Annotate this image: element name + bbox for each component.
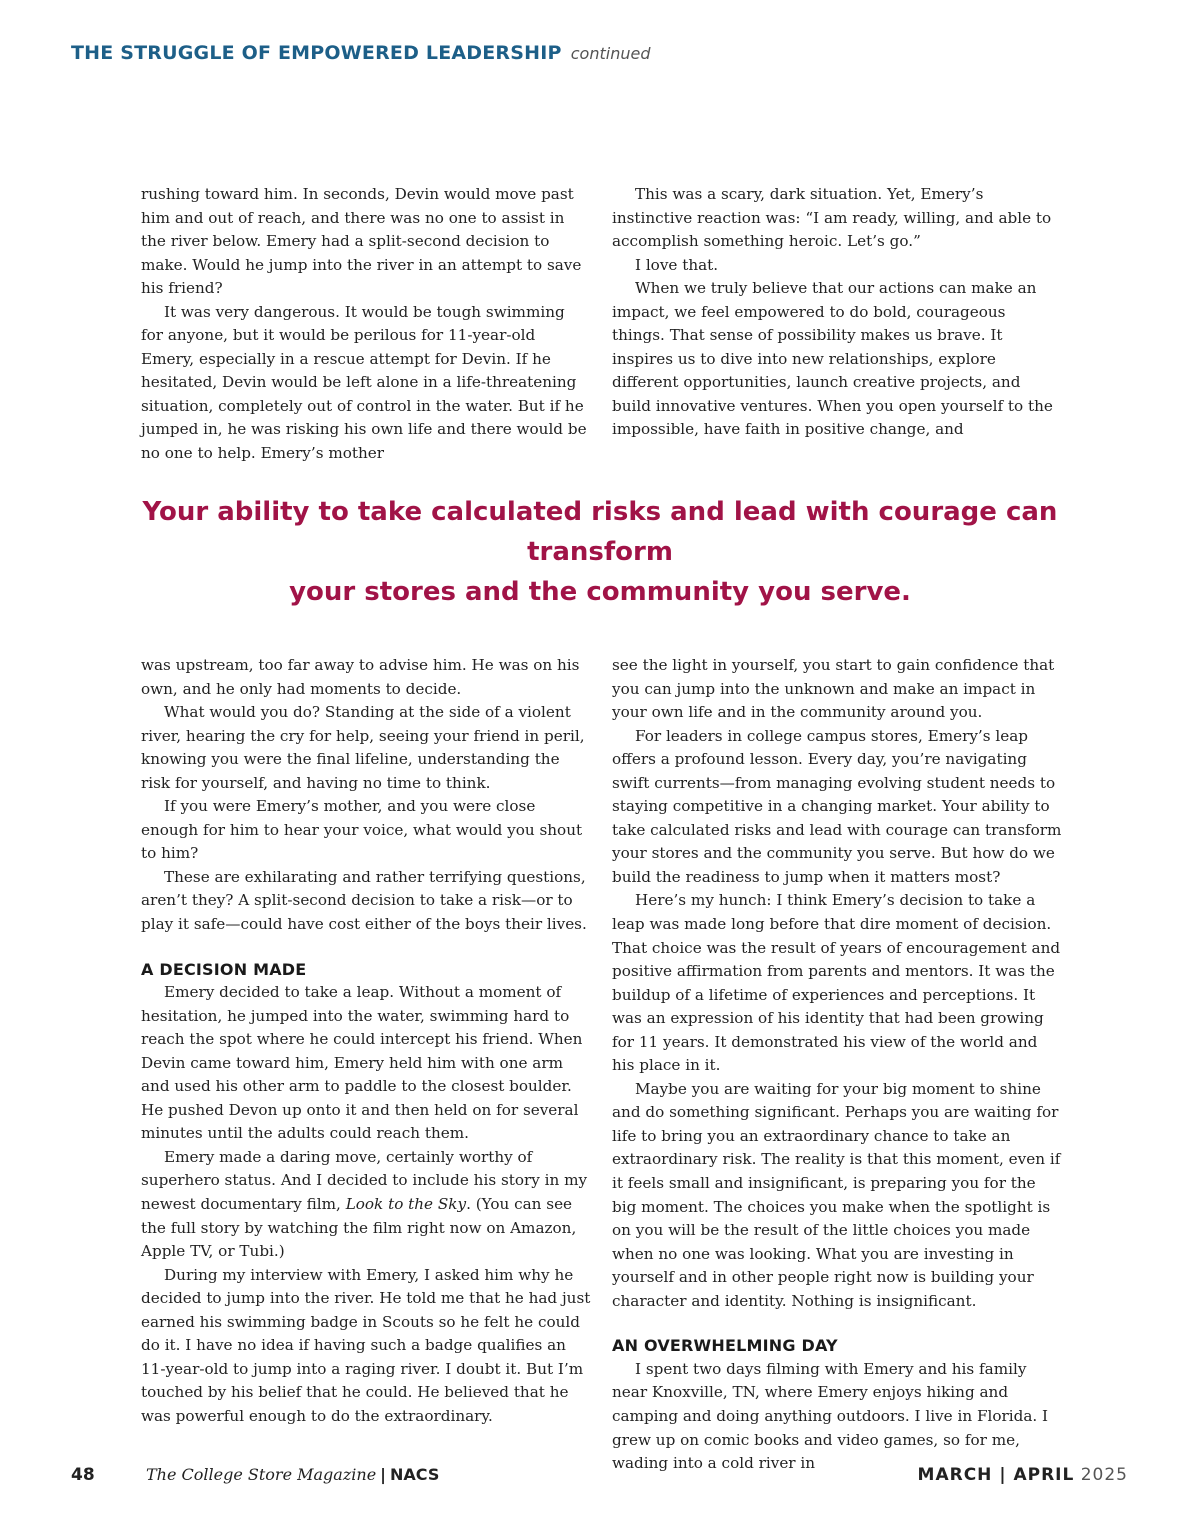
publication-credit: [146, 1465, 439, 1484]
continued-label: continued: [570, 44, 651, 63]
section-heading: AN OVERWHELMING DAY: [612, 1336, 838, 1356]
column-bottom-right: [612, 654, 1062, 1476]
column-bottom-left: [141, 654, 591, 1429]
organization-name: NACS: [390, 1465, 440, 1484]
paragraph: Emery decided to take a leap. Without a moment of hesitation, he jumped into the water, swimming hard to reach the spot where he could intercept his friend. When Devin came toward him, Emery held him with one arm and used his other arm to paddle to the closest boulder. He pushed Devon up onto it and then held on for several minutes until the adults could reach them.: [141, 983, 583, 1143]
film-title: Look to the Sky: [345, 1195, 467, 1214]
paragraph: rushing toward him. In seconds, Devin would move past him and out of reach, and there was no one to assist in the river below. Emery had a split-second decision to make. Would he jump into the river in an attempt to save his friend?: [141, 185, 582, 298]
column-top-left: [141, 183, 591, 466]
pull-quote-line: Your ability to take calculated risks and lead with courage can transform: [142, 497, 1058, 567]
paragraph: I love that.: [635, 255, 719, 274]
running-header: [71, 42, 650, 64]
paragraph: When we truly believe that our actions can make an impact, we feel empowered to do bold, courageous things. That sense of possibility makes us brave. It inspires us to dive into new relationships, explore different opportunities, launch creative projects, and build innovative ventures. When you open yourself to the impossible, have faith in positive change, and: [612, 279, 1053, 439]
page-number: 48: [71, 1465, 95, 1485]
paragraph: see the light in yourself, you start to gain confidence that you can jump into the unknown and make an impact in your own life and in the community around you.: [612, 656, 1055, 722]
column-top-right: [612, 183, 1062, 442]
paragraph: I spent two days filming with Emery and his family near Knoxville, TN, where Emery enjoys hiking and camping and doing anything outdoors. I live in Florida. I grew up on comic books and video games, so for me, wading into a cold river in: [612, 1359, 1049, 1473]
text-span: Emery made a daring move, certainly worthy of superhero status. And I decided to include his story in my newest documentary film,: [141, 1147, 588, 1214]
section-heading: A DECISION MADE: [141, 959, 307, 979]
magazine-name: The College Store Magazine: [146, 1465, 377, 1484]
paragraph: Maybe you are waiting for your big moment to shine and do something significant. Perhaps you are waiting for life to bring you an extraordinary chance to take an extraordinary risk. The reality is that this moment, even if it feels small and insignificant, is preparing you for the big moment. The choices you make when the spotlight is on you will be the result of the little choices you made when no one was looking. What you are investing in yourself and in other people right now is building your character and identity. Nothing is insignificant.: [612, 1079, 1061, 1310]
paragraph: [141, 1146, 591, 1264]
paragraph: This was a scary, dark situation. Yet, Emery’s instinctive reaction was: “I am ready, willing, and able to accomplish something heroic. Let’s go.”: [612, 185, 1052, 251]
pull-quote-line: your stores and the community you serve.: [289, 577, 911, 607]
page-footer: [71, 1465, 1128, 1493]
paragraph: It was very dangerous. It would be tough swimming for anyone, but it would be perilous for 11-year-old Emery, especially in a rescue attempt for Devin. If he hesitated, Devin would be left alone in a life-threatening situation, completely out of control in the water. But if he jumped in, he was risking his own life and there would be no one to help. Emery’s mother: [141, 302, 587, 463]
issue-months: MARCH | APRIL: [917, 1465, 1075, 1485]
paragraph: For leaders in college campus stores, Emery’s leap offers a profound lesson. Every day, you’re navigating swift currents—from managing evolving student needs to staying competitive in a changing market. Your ability to take calculated risks and lead with courage can transform your stores and the community you serve. But how do we build the readiness to jump when it matters most?: [612, 726, 1062, 886]
text-span: . (You can see the full story by watching the film right now on Amazon, Apple TV, or Tubi.): [141, 1195, 577, 1261]
paragraph: was upstream, too far away to advise him. He was on his own, and he only had moments to decide.: [141, 656, 580, 698]
paragraph: Here’s my hunch: I think Emery’s decision to take a leap was made long before that dire moment of decision. That choice was the result of years of encouragement and positive affirmation from parents and mentors. It was the buildup of a lifetime of experiences and perceptions. It was an expression of his identity that had been growing for 11 years. It demonstrated his view of the world and his place in it.: [612, 891, 1061, 1075]
paragraph: What would you do? Standing at the side of a violent river, hearing the cry for help, seeing your friend in peril, knowing you were the final lifeline, understanding the risk for yourself, and having no time to think.: [141, 703, 585, 792]
separator: |: [380, 1465, 386, 1484]
paragraph: During my interview with Emery, I asked him why he decided to jump into the river. He told me that he had just earned his swimming badge in Scouts so he felt he could do it. I have no idea if having such a badge qualifies an 11-year-old to jump into a raging river. I doubt it. But I’m touched by his belief that he could. He believed that he was powerful enough to do the extraordinary.: [141, 1265, 591, 1425]
issue-year: 2025: [1080, 1465, 1128, 1485]
paragraph: These are exhilarating and rather terrifying questions, aren’t they? A split-second decision to take a risk—or to play it safe—could have cost either of the boys their lives.: [141, 867, 587, 934]
issue-date: [918, 1465, 1128, 1485]
paragraph: If you were Emery’s mother, and you were close enough for him to hear your voice, what would you shout to him?: [141, 797, 583, 863]
section-title: THE STRUGGLE OF EMPOWERED LEADERSHIP: [71, 42, 562, 64]
pull-quote: [120, 492, 1080, 612]
